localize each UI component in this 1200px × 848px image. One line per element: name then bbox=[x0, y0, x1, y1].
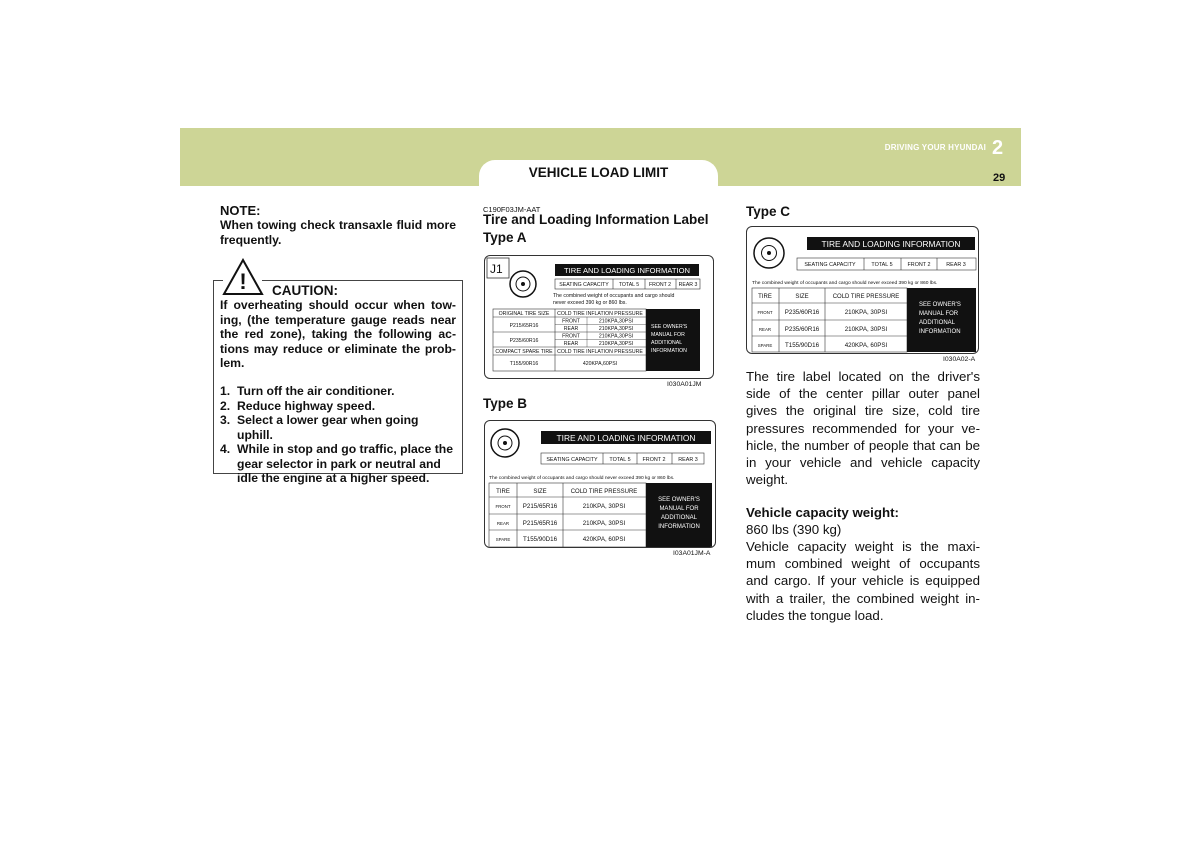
type-a-caption: I030A01JM bbox=[667, 381, 702, 388]
tire-label-type-c bbox=[746, 226, 979, 354]
svg-text:TOTAL 5: TOTAL 5 bbox=[871, 262, 893, 268]
svg-text:P215/65R16: P215/65R16 bbox=[522, 503, 558, 510]
label-id: J1 bbox=[490, 262, 503, 276]
page-number: 29 bbox=[993, 172, 1006, 184]
svg-text:SIZE: SIZE bbox=[795, 294, 809, 300]
type-a-heading: Type A bbox=[483, 230, 527, 245]
svg-text:SEATING CAPACITY: SEATING CAPACITY bbox=[804, 262, 856, 268]
tire-label-type-b bbox=[484, 420, 716, 548]
svg-text:SPARE: SPARE bbox=[757, 343, 773, 348]
svg-text:REAR 3: REAR 3 bbox=[678, 457, 698, 463]
svg-text:FRONT: FRONT bbox=[562, 318, 580, 325]
svg-text:P235/60R16: P235/60R16 bbox=[509, 338, 539, 344]
svg-text:TIRE AND LOADING INFORMATION: TIRE AND LOADING INFORMATION bbox=[821, 239, 961, 249]
label-heading: Tire and Loading Information Label bbox=[483, 212, 709, 227]
svg-text:COLD TIRE INFLATION PRESSURE: COLD TIRE INFLATION PRESSURE bbox=[557, 349, 643, 355]
tire-label-paragraph: The tire label located on the driver's side of the center pillar outer panel gives the original tire size, cold tire pressures recommended for your ve-hicle, the number of people that can be in your vehicle and vehicle capacity weight. bbox=[746, 369, 980, 488]
svg-text:210KPA,30PSI: 210KPA,30PSI bbox=[598, 341, 634, 347]
svg-text:TOTAL 5: TOTAL 5 bbox=[618, 282, 640, 288]
svg-text:!: ! bbox=[239, 269, 247, 294]
capacity-heading: Vehicle capacity weight: bbox=[746, 505, 899, 520]
svg-text:MANUAL FOR: MANUAL FOR bbox=[659, 506, 699, 512]
svg-text:REAR: REAR bbox=[563, 341, 579, 347]
svg-text:The combined weight of occupan: The combined weight of occupants and cargo should bbox=[553, 293, 675, 299]
svg-text:P215/65R16: P215/65R16 bbox=[509, 323, 539, 329]
svg-text:TIRE: TIRE bbox=[496, 489, 510, 495]
svg-text:420KPA, 60PSI: 420KPA, 60PSI bbox=[844, 342, 888, 349]
svg-text:SEATING CAPACITY: SEATING CAPACITY bbox=[559, 282, 609, 288]
svg-text:ADDITIONAL: ADDITIONAL bbox=[651, 340, 683, 346]
capacity-value: 860 lbs (390 kg) bbox=[746, 522, 842, 537]
svg-text:T155/90D16: T155/90D16 bbox=[784, 342, 820, 349]
list-item: 2. Reduce highway speed. bbox=[220, 398, 376, 413]
svg-text:FRONT 2: FRONT 2 bbox=[648, 282, 672, 288]
svg-text:ORIGINAL TIRE SIZE: ORIGINAL TIRE SIZE bbox=[498, 311, 550, 317]
svg-text:TIRE: TIRE bbox=[758, 294, 772, 300]
svg-text:210KPA, 30PSI: 210KPA, 30PSI bbox=[844, 309, 888, 316]
caution-steps bbox=[220, 384, 456, 486]
svg-text:TOTAL 5: TOTAL 5 bbox=[609, 457, 631, 463]
svg-text:ADDITIONAL: ADDITIONAL bbox=[919, 320, 956, 326]
svg-text:COLD TIRE INFLATION PRESSURE: COLD TIRE INFLATION PRESSURE bbox=[557, 311, 643, 317]
svg-text:TIRE AND LOADING INFORMATION: TIRE AND LOADING INFORMATION bbox=[556, 433, 696, 443]
svg-text:ADDITIONAL: ADDITIONAL bbox=[660, 515, 698, 521]
type-c-heading: Type C bbox=[746, 204, 791, 219]
warning-triangle-icon bbox=[222, 258, 264, 296]
svg-text:MANUAL FOR: MANUAL FOR bbox=[919, 311, 959, 317]
svg-text:210KPA, 30PSI: 210KPA, 30PSI bbox=[582, 503, 626, 510]
svg-text:never exceed 390 kg or 860 lbs: never exceed 390 kg or 860 lbs. bbox=[553, 300, 627, 306]
svg-text:INFORMATION: INFORMATION bbox=[658, 524, 700, 530]
section-title: VEHICLE LOAD LIMIT bbox=[528, 165, 669, 180]
label-title: TIRE AND LOADING INFORMATION bbox=[563, 266, 691, 275]
svg-text:SEE OWNER'S: SEE OWNER'S bbox=[919, 302, 961, 308]
section-code: C190F03JM-AAT bbox=[483, 205, 541, 214]
svg-text:420KPA,60PSI: 420KPA,60PSI bbox=[582, 361, 618, 367]
svg-text:P235/60R16: P235/60R16 bbox=[784, 326, 820, 333]
svg-text:MANUAL FOR: MANUAL FOR bbox=[651, 332, 685, 338]
svg-text:REAR: REAR bbox=[563, 326, 579, 332]
section-tab bbox=[479, 160, 718, 188]
svg-text:T155/90R16: T155/90R16 bbox=[509, 361, 539, 367]
caution-body: If overheating should occur when tow-ing, (the temperature gauge reads near the red zone), taking the following ac-tions may reduce or eliminate the prob-lem. bbox=[220, 298, 456, 370]
caution-heading: CAUTION: bbox=[272, 283, 338, 298]
svg-text:210KPA,30PSI: 210KPA,30PSI bbox=[598, 318, 634, 325]
capacity-text: Vehicle capacity weight is the maxi-mum combined weight of occupants and cargo. If your vehicle is equipped with a trailer, the combined weight in-cludes the tongue load. bbox=[746, 539, 980, 623]
svg-text:210KPA,30PSI: 210KPA,30PSI bbox=[598, 326, 634, 332]
svg-text:FRONT 2: FRONT 2 bbox=[907, 262, 931, 268]
svg-text:SPARE: SPARE bbox=[495, 537, 511, 542]
svg-text:P215/65R16: P215/65R16 bbox=[522, 520, 558, 527]
svg-text:REAR: REAR bbox=[758, 327, 772, 332]
svg-text:The combined weight of occupan: The combined weight of occupants and cargo should never exceed 390 kg or 860 lbs. bbox=[489, 476, 675, 481]
svg-text:210KPA,30PSI: 210KPA,30PSI bbox=[598, 333, 634, 340]
chapter-title: DRIVING YOUR HYUNDAI bbox=[884, 143, 986, 152]
svg-text:P235/60R16: P235/60R16 bbox=[784, 309, 820, 316]
svg-text:SEATING CAPACITY: SEATING CAPACITY bbox=[546, 457, 598, 463]
svg-text:COLD TIRE PRESSURE: COLD TIRE PRESSURE bbox=[570, 489, 638, 495]
caution-box-top-right bbox=[262, 280, 463, 281]
type-b-heading: Type B bbox=[483, 396, 528, 411]
svg-text:COLD TIRE PRESSURE: COLD TIRE PRESSURE bbox=[832, 294, 900, 300]
list-item: 1. Turn off the air conditioner. bbox=[220, 384, 395, 398]
type-c-caption: I030A02-A bbox=[943, 356, 976, 363]
svg-text:FRONT: FRONT bbox=[495, 504, 511, 509]
svg-text:FRONT 2: FRONT 2 bbox=[642, 457, 666, 463]
type-b-caption: I03A01JM-A bbox=[673, 550, 711, 557]
chapter-number: 2 bbox=[992, 137, 1004, 159]
svg-text:SIZE: SIZE bbox=[533, 489, 547, 495]
svg-text:INFORMATION: INFORMATION bbox=[919, 329, 961, 335]
svg-text:SEE OWNER'S: SEE OWNER'S bbox=[658, 497, 700, 503]
note-heading: NOTE: bbox=[220, 203, 261, 218]
note-body: When towing check transaxle fluid more frequently. bbox=[220, 218, 456, 247]
svg-text:FRONT: FRONT bbox=[562, 333, 580, 340]
svg-text:The combined weight of occupan: The combined weight of occupants and cargo should never exceed 390 kg or 860 lbs. bbox=[752, 281, 938, 286]
svg-text:REAR: REAR bbox=[496, 521, 510, 526]
svg-text:FRONT: FRONT bbox=[757, 310, 773, 315]
svg-text:210KPA, 30PSI: 210KPA, 30PSI bbox=[582, 520, 626, 527]
list-item: 4. While in stop and go traffic, place the gear selector in park or neutral and idle the engine at a higher speed. bbox=[220, 442, 454, 485]
svg-text:INFORMATION: INFORMATION bbox=[651, 348, 687, 354]
svg-text:SEE OWNER'S: SEE OWNER'S bbox=[651, 324, 688, 330]
svg-text:T155/90D16: T155/90D16 bbox=[522, 536, 558, 543]
list-item: 3. Select a lower gear when going uphill. bbox=[220, 413, 419, 442]
svg-text:REAR 3: REAR 3 bbox=[946, 262, 966, 268]
svg-text:420KPA, 60PSI: 420KPA, 60PSI bbox=[582, 536, 626, 543]
tire-label-type-a bbox=[484, 255, 714, 379]
svg-text:210KPA, 30PSI: 210KPA, 30PSI bbox=[844, 326, 888, 333]
svg-text:COMPACT SPARE TIRE: COMPACT SPARE TIRE bbox=[495, 349, 553, 355]
svg-text:REAR 3: REAR 3 bbox=[678, 282, 698, 288]
